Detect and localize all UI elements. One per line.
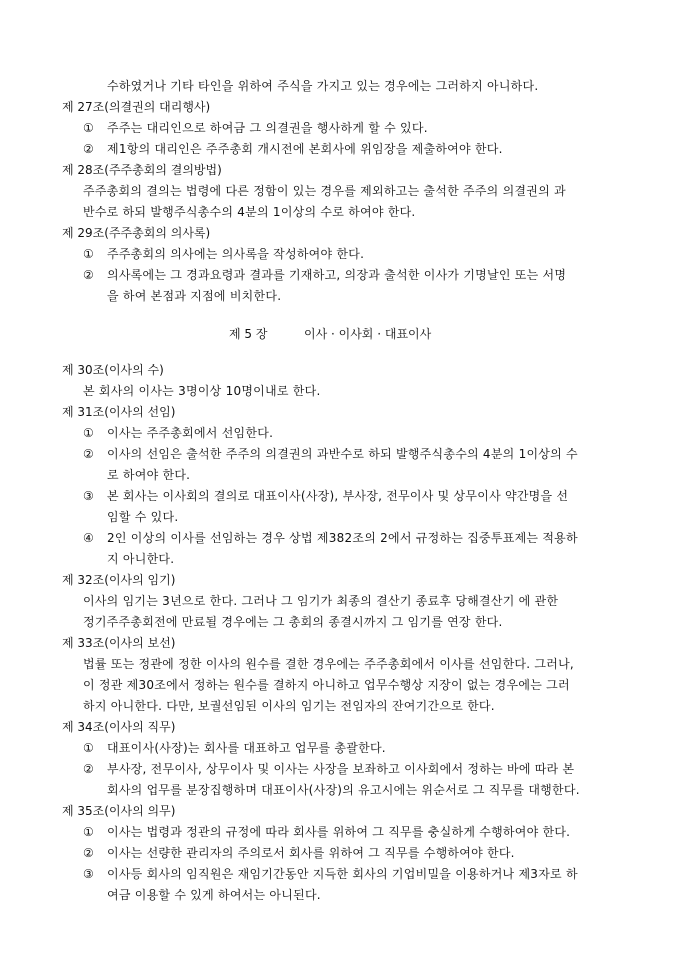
article-29-heading: [0, 223, 680, 243]
article-heading: 제 35조(이사의 의무): [62, 804, 176, 818]
article-31-item-4-cont: [0, 549, 680, 569]
article-heading: 제 27조(의결권의 대리행사): [62, 100, 211, 114]
article-35-item-1: [0, 822, 680, 842]
article-33-body-line-2: [0, 675, 680, 695]
item-text-continued: 여금 이용할 수 있게 하여서는 아니된다.: [107, 888, 321, 902]
chapter-number: 제 5 장: [229, 327, 268, 341]
article-heading: 제 28조(주주총회의 결의방법): [62, 163, 222, 177]
paragraph-text: 이사의 임기는 3년으로 한다. 그러나 그 임기가 최종의 결산기 종료후 당해결산기 에 관한: [83, 594, 559, 608]
chapter-title: 이사 · 이사회 · 대표이사: [304, 327, 432, 341]
item-text: 의사록에는 그 경과요령과 결과를 기재하고, 의장과 출석한 이사가 기명날인 또는 서명: [107, 268, 567, 282]
article-heading: 제 30조(이사의 수): [62, 363, 164, 377]
article-30-body: [0, 381, 680, 401]
article-31-item-2: [0, 444, 680, 464]
paragraph-text: 주주총회의 결의는 법령에 다른 정함이 있는 경우를 제외하고는 출석한 주주의 의결권의 과: [83, 184, 566, 198]
article-32-body-line-1: [0, 591, 680, 611]
article-31-heading: [0, 402, 680, 422]
item-number: ③: [83, 867, 94, 881]
article-31-item-1: [0, 423, 680, 443]
item-text: 2인 이상의 이사를 선임하는 경우 상법 제382조의 2에서 규정하는 집중투표제는 적용하: [107, 531, 578, 545]
item-number: ②: [83, 846, 94, 860]
item-number: ②: [83, 762, 94, 776]
article-31-item-3: [0, 486, 680, 506]
paragraph-text: 이 정관 제30조에서 정하는 원수를 결하지 아니하고 업무수행상 지장이 없는 경우에는 그러: [83, 678, 570, 692]
article-34-heading: [0, 717, 680, 737]
article-heading: 제 29조(주주총회의 의사록): [62, 226, 211, 240]
item-number: ③: [83, 489, 94, 503]
item-text: 대표이사(사장)는 회사를 대표하고 업무를 총괄한다.: [107, 741, 386, 755]
article-heading: 제 34조(이사의 직무): [62, 720, 176, 734]
item-text: 이사는 법령과 정관의 규정에 따라 회사를 위하여 그 직무를 충실하게 수행하여야 한다.: [107, 825, 571, 839]
item-number: ①: [83, 426, 94, 440]
paragraph-text: 반수로 하되 발행주식총수의 4분의 1이상의 수로 하여야 한다.: [83, 205, 416, 219]
item-number: ①: [83, 121, 94, 135]
item-number: ①: [83, 825, 94, 839]
article-29-item-2: [0, 265, 680, 285]
article-34-item-2: [0, 759, 680, 779]
article-30-heading: [0, 360, 680, 380]
item-text: 이사의 선임은 출석한 주주의 의결권의 과반수로 하되 발행주식총수의 4분의 1이상의 수: [107, 447, 578, 461]
item-number: ②: [83, 142, 94, 156]
article-32-body-line-2: [0, 612, 680, 632]
item-text: 이사는 주주총회에서 선임한다.: [107, 426, 274, 440]
article-31-item-4: [0, 528, 680, 548]
article-28-body-line-2: [0, 202, 680, 222]
item-text: 주주는 대리인으로 하여금 그 의결권을 행사하게 할 수 있다.: [107, 121, 428, 135]
paragraph-text: 본 회사의 이사는 3명이상 10명이내로 한다.: [83, 384, 321, 398]
article-27-heading: [0, 97, 680, 117]
paragraph-text: 법률 또는 정관에 정한 이사의 원수를 결한 경우에는 주주총회에서 이사를 선임한다. 그러나,: [83, 657, 574, 671]
item-text-continued: 을 하여 본점과 지점에 비치한다.: [107, 289, 282, 303]
article-28-heading: [0, 160, 680, 180]
item-number: ④: [83, 531, 94, 545]
article-29-item-2-cont: [0, 286, 680, 306]
item-text: 주주총회의 의사에는 의사록을 작성하여야 한다.: [107, 247, 365, 261]
paragraph-text: 정기주주총회전에 만료될 경우에는 그 총회의 종결시까지 그 임기를 연장 한다.: [83, 615, 503, 629]
article-35-item-3-cont: [0, 885, 680, 905]
article-heading: 제 31조(이사의 선임): [62, 405, 176, 419]
article-33-body-line-1: [0, 654, 680, 674]
article-35-item-2: [0, 843, 680, 863]
article-33-body-line-3: [0, 696, 680, 716]
article-27-item-1: [0, 118, 680, 138]
item-number: ②: [83, 268, 94, 282]
item-text-continued: 임할 수 있다.: [107, 510, 179, 524]
paragraph-text: 하지 아니한다. 다만, 보궐선임된 이사의 임기는 전임자의 잔여기간으로 한다.: [83, 699, 495, 713]
article-34-item-2-cont: [0, 780, 680, 800]
article-32-heading: [0, 570, 680, 590]
item-text: 이사는 선량한 관리자의 주의로서 회사를 위하여 그 직무를 수행하여야 한다.: [107, 846, 515, 860]
item-text: 부사장, 전무이사, 상무이사 및 이사는 사장을 보좌하고 이사회에서 정하는 바에 따라 본: [107, 762, 575, 776]
article-heading: 제 33조(이사의 보선): [62, 636, 176, 650]
item-text: 제1항의 대리인은 주주총회 개시전에 본회사에 위임장을 제출하여야 한다.: [107, 142, 503, 156]
item-number: ①: [83, 247, 94, 261]
item-number: ②: [83, 447, 94, 461]
article-heading: 제 32조(이사의 임기): [62, 573, 176, 587]
article-34-item-1: [0, 738, 680, 758]
item-text: 본 회사는 이사회의 결의로 대표이사(사장), 부사장, 전무이사 및 상무이사 약간명을 선: [107, 489, 569, 503]
paragraph-text: 수하였거나 기타 타인을 위하여 주식을 가지고 있는 경우에는 그러하지 아니하다.: [107, 79, 539, 93]
item-text-continued: 로 하여야 한다.: [107, 468, 191, 482]
chapter-heading: [0, 324, 680, 344]
article-31-item-3-cont: [0, 507, 680, 527]
continuation-line: [0, 76, 680, 96]
article-28-body-line-1: [0, 181, 680, 201]
article-27-item-2: [0, 139, 680, 159]
item-text: 이사등 회사의 임직원은 재임기간동안 지득한 회사의 기업비밀을 이용하거나 제3자로 하: [107, 867, 578, 881]
article-31-item-2-cont: [0, 465, 680, 485]
article-29-item-1: [0, 244, 680, 264]
article-35-item-3: [0, 864, 680, 884]
item-number: ①: [83, 741, 94, 755]
article-35-heading: [0, 801, 680, 821]
article-33-heading: [0, 633, 680, 653]
item-text-continued: 지 아니한다.: [107, 552, 175, 566]
item-text-continued: 회사의 업무를 분장집행하며 대표이사(사장)의 유고시에는 위순서로 그 직무를 대행한다.: [107, 783, 580, 797]
